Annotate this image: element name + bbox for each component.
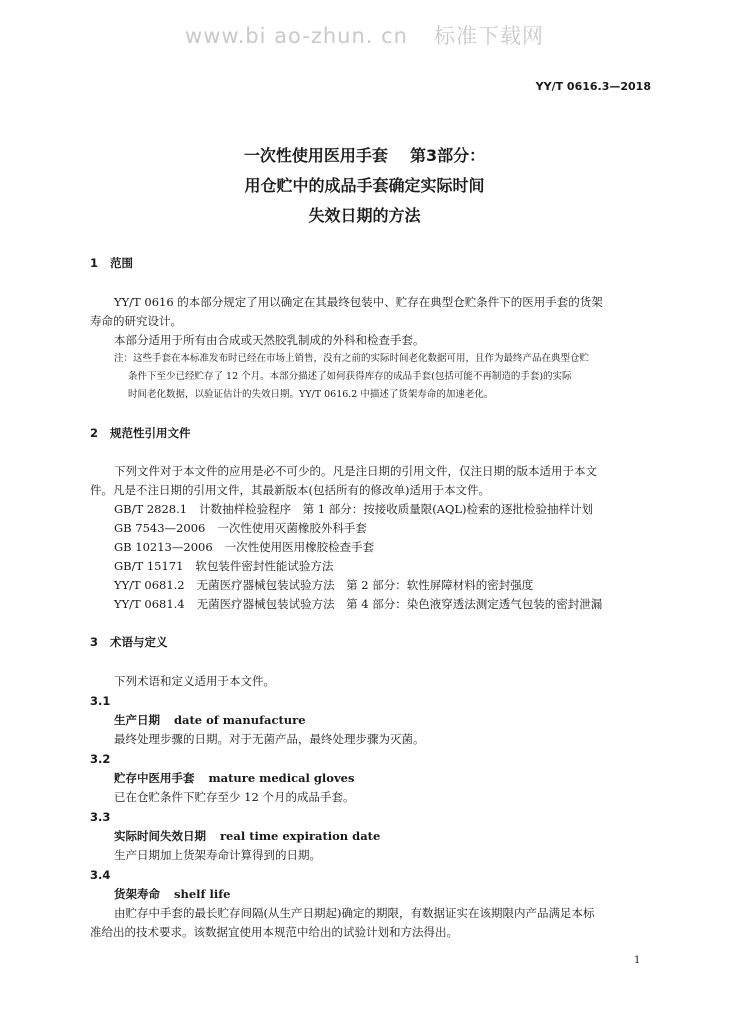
reference-title: 一次性使用灭菌橡胶外科手套: [217, 521, 367, 535]
scope-note-line-3: 时间老化数据，以验证估计的失效日期。YY/T 0616.2 中描述了货架寿命的加速老化。: [128, 389, 494, 400]
term-definition: 已在仓贮条件下贮存至少 12 个月的成品手套。: [114, 790, 355, 804]
title-line-3: 失效日期的方法: [308, 206, 421, 225]
term-heading: [114, 770, 354, 786]
reference-title: 软包装件密封性能试验方法: [195, 559, 334, 573]
reference-item: [114, 501, 593, 517]
reference-item: [114, 520, 367, 536]
term-name-cn: 生产日期: [114, 713, 160, 727]
term-name-cn: 实际时间失效日期: [114, 829, 206, 843]
reference-item: [114, 577, 533, 593]
term-number: 3.3: [90, 810, 111, 824]
reference-code: GB/T 2828.1: [114, 502, 188, 516]
watermark-site: 标准下载网: [433, 24, 544, 48]
scope-note-line-2: 条件下至少已经贮存了 12 个月。本部分描述了如何获得库存的成品手套(包括可能不再制造的手套)的实际: [128, 371, 572, 382]
refs-para-1b: 件。凡是不注日期的引用文件，其最新版本(包括所有的修改单)适用于本文件。: [90, 483, 490, 497]
title-line-1: [0, 141, 729, 171]
term-heading: [114, 712, 306, 728]
scope-para-1b: 寿命的研究设计。: [90, 314, 182, 328]
term-definition: 由贮存中手套的最长贮存间隔(从生产日期起)确定的期限，有数据证实在该期限内产品满足本标: [114, 906, 595, 920]
terms-intro: 下列术语和定义适用于本文件。: [114, 674, 275, 688]
scope-para-1a: YY/T 0616 的本部分规定了用以确定在其最终包装中、贮存在典型仓贮条件下的医用手套的货架: [114, 295, 603, 309]
term-name-en: date of manufacture: [174, 713, 306, 727]
term-heading: [114, 886, 230, 902]
section-2-number: 2: [90, 426, 99, 440]
reference-title: 计数抽样检验程序 第 1 部分：按接收质量限(AQL)检索的逐批检验抽样计划: [199, 502, 594, 516]
reference-code: YY/T 0681.2: [114, 578, 185, 592]
term-name-en: shelf life: [174, 887, 231, 901]
section-2-title: 规范性引用文件: [110, 426, 191, 440]
reference-code: GB 7543—2006: [114, 521, 206, 535]
term-definition: 最终处理步骤的日期。对于无菌产品，最终处理步骤为灭菌。: [114, 732, 425, 746]
section-1-title: 范围: [110, 256, 133, 270]
section-1-number: 1: [90, 256, 99, 270]
reference-title: 无菌医疗器械包装试验方法 第 4 部分：染色液穿透法测定透气包装的密封泄漏: [196, 597, 603, 611]
term-number: 3.1: [90, 694, 111, 708]
title-line-1-b: 第3部分：: [409, 146, 486, 165]
term-definition: 生产日期加上货架寿命计算得到的日期。: [114, 848, 321, 862]
term-name-cn: 贮存中医用手套: [114, 771, 195, 785]
reference-title: 一次性使用医用橡胶检查手套: [224, 540, 375, 554]
reference-item: [114, 558, 333, 574]
term-definition-continued: 准给出的技术要求。该数据宜使用本规范中给出的试验计划和方法得出。: [90, 925, 458, 939]
refs-para-1a: 下列文件对于本文件的应用是必不可少的。凡是注日期的引用文件，仅注日期的版本适用于本文: [114, 464, 597, 478]
document-title: [0, 141, 729, 231]
reference-item: [114, 596, 602, 612]
title-line-2: 用仓贮中的成品手套确定实际时间: [244, 176, 485, 195]
reference-code: GB 10213—2006: [114, 540, 213, 554]
term-name-en: mature medical gloves: [208, 771, 355, 785]
term-number: 3.4: [90, 868, 111, 882]
scope-para-2: 本部分适用于所有由合成或天然胶乳制成的外科和检查手套。: [114, 333, 425, 347]
reference-item: [114, 539, 374, 555]
term-number: 3.2: [90, 752, 111, 766]
watermark-url: www.bi ao-zhun. cn: [185, 24, 408, 48]
title-line-1-a: 一次性使用医用手套: [243, 146, 388, 165]
scope-note-line-1: 注：这些手套在本标准发布时已经在市场上销售，没有之前的实际时间老化数据可用，且作为最终产品在典型仓贮: [114, 353, 590, 364]
reference-title: 无菌医疗器械包装试验方法 第 2 部分：软性屏障材料的密封强度: [196, 578, 534, 592]
term-name-en: real time expiration date: [220, 829, 381, 843]
reference-code: GB/T 15171: [114, 559, 184, 573]
page-number: 1: [634, 955, 641, 966]
standard-number: YY/T 0616.3—2018: [535, 80, 651, 93]
section-3-title: 术语与定义: [110, 635, 168, 649]
watermark: [0, 20, 729, 50]
reference-code: YY/T 0681.4: [114, 597, 185, 611]
section-3-number: 3: [90, 635, 99, 649]
term-heading: [114, 828, 380, 844]
term-name-cn: 货架寿命: [114, 887, 160, 901]
